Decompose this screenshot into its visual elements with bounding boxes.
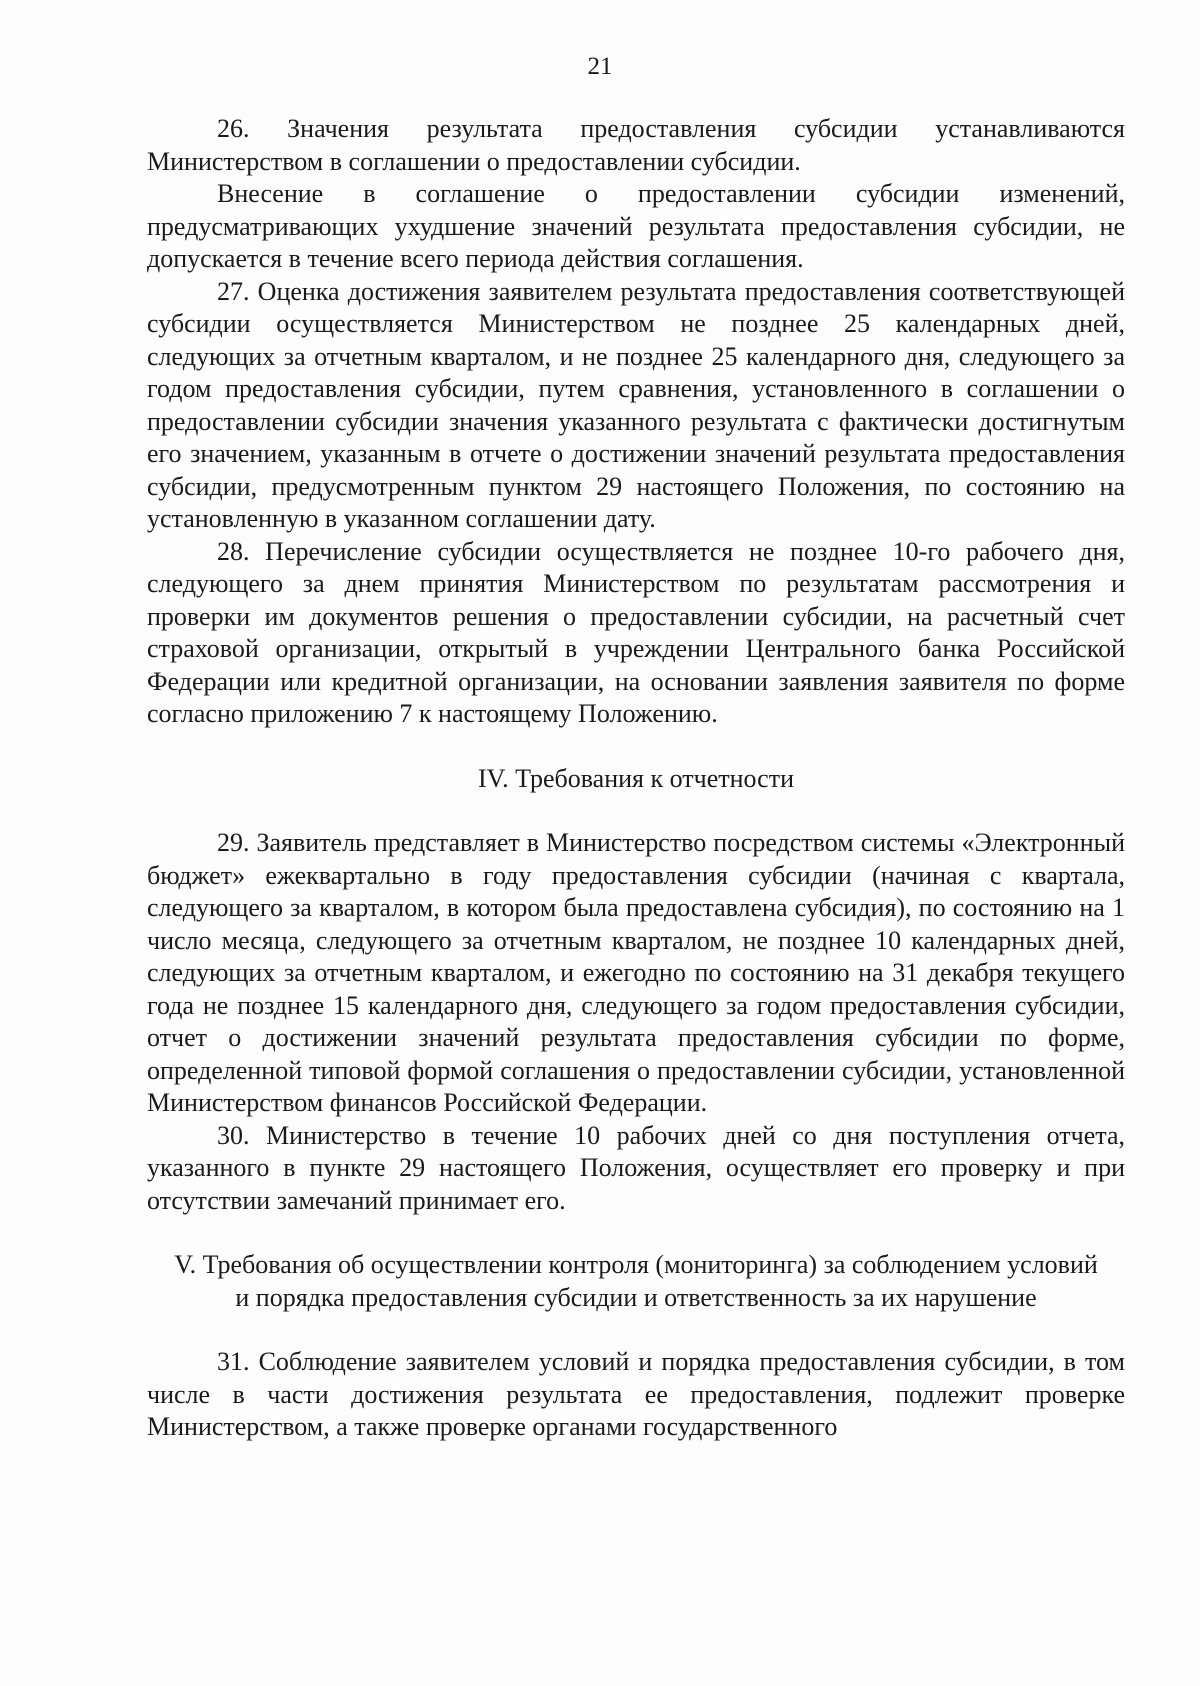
paragraph-30: 30. Министерство в течение 10 рабочих дней со дня поступления отчета, указанного в пункте 29 настоящего Положения, осуществляет его проверку и при отсутствии замечаний принимает его. xyxy=(147,1120,1125,1215)
page-number: 21 xyxy=(587,53,613,80)
paragraph-28: 28. Перечисление субсидии осуществляется не позднее 10-го рабочего дня, следующего за днем принятия Министерством по результатам рассмотрения и проверки им документов решения о предоставлении субсидии, на расчетный счет страховой организации, открытый в учреждении Центрального банка Российской Федерации или кредитной организации, на основании заявления заявителя по форме согласно приложению 7 к настоящему Положению. xyxy=(147,536,1125,728)
section-v-heading: V. Требования об осуществлении контроля (мониторинга) за соблюдением условий и порядка предоставления субсидии и ответственность за их нарушение xyxy=(174,1250,1098,1312)
paragraph-31: 31. Соблюдение заявителем условий и порядка предоставления субсидии, в том числе в части достижения результата ее предоставления, подлежит проверке Министерством, а также проверке органами государственного xyxy=(147,1347,1125,1441)
paragraph-27: 27. Оценка достижения заявителем результата предоставления соответствующей субсидии осуществляется Министерством не позднее 25 календарных дней, следующих за отчетным кварталом, и не позднее 25 календарного дня, следующего за годом предоставления субсидии, путем сравнения, установленного в соглашении о предоставлении субсидии значения указанного результата с фактически достигнутым его значением, указанным в отчете о достижении значений результата предоставления субсидии, предусмотренным пунктом 29 настоящего Положения, по состоянию на установленную в указанном соглашении дату. xyxy=(147,276,1125,533)
document-body xyxy=(147,113,1125,1444)
section-iv-heading: IV. Требования к отчетности xyxy=(477,763,794,793)
paragraph-29: 29. Заявитель представляет в Министерство посредством системы «Электронный бюджет» ежеквартально в году предоставления субсидии (начиная с квартала, следующего за кварталом, в котором была предоставлена субсидия), по состоянию на 1 число месяца, следующего за отчетным кварталом, не позднее 10 календарных дней, следующих за отчетным кварталом, и ежегодно по состоянию на 31 декабря текущего года не позднее 15 календарного дня, следующего за годом предоставления субсидии, отчет о достижении значений результата предоставления субсидии по форме, определенной типовой формой соглашения о предоставлении субсидии, установленной Министерством финансов Российской Федерации. xyxy=(147,828,1125,1117)
paragraph-26: 26. Значения результата предоставления субсидии устанавливаются Министерством в соглашении о предоставлении субсидии. xyxy=(147,114,1125,176)
paragraph-26-amendments: Внесение в соглашение о предоставлении субсидии изменений, предусматривающих ухудшение значений результата предоставления субсидии, не допускается в течение всего периода действия соглашения. xyxy=(147,179,1125,273)
